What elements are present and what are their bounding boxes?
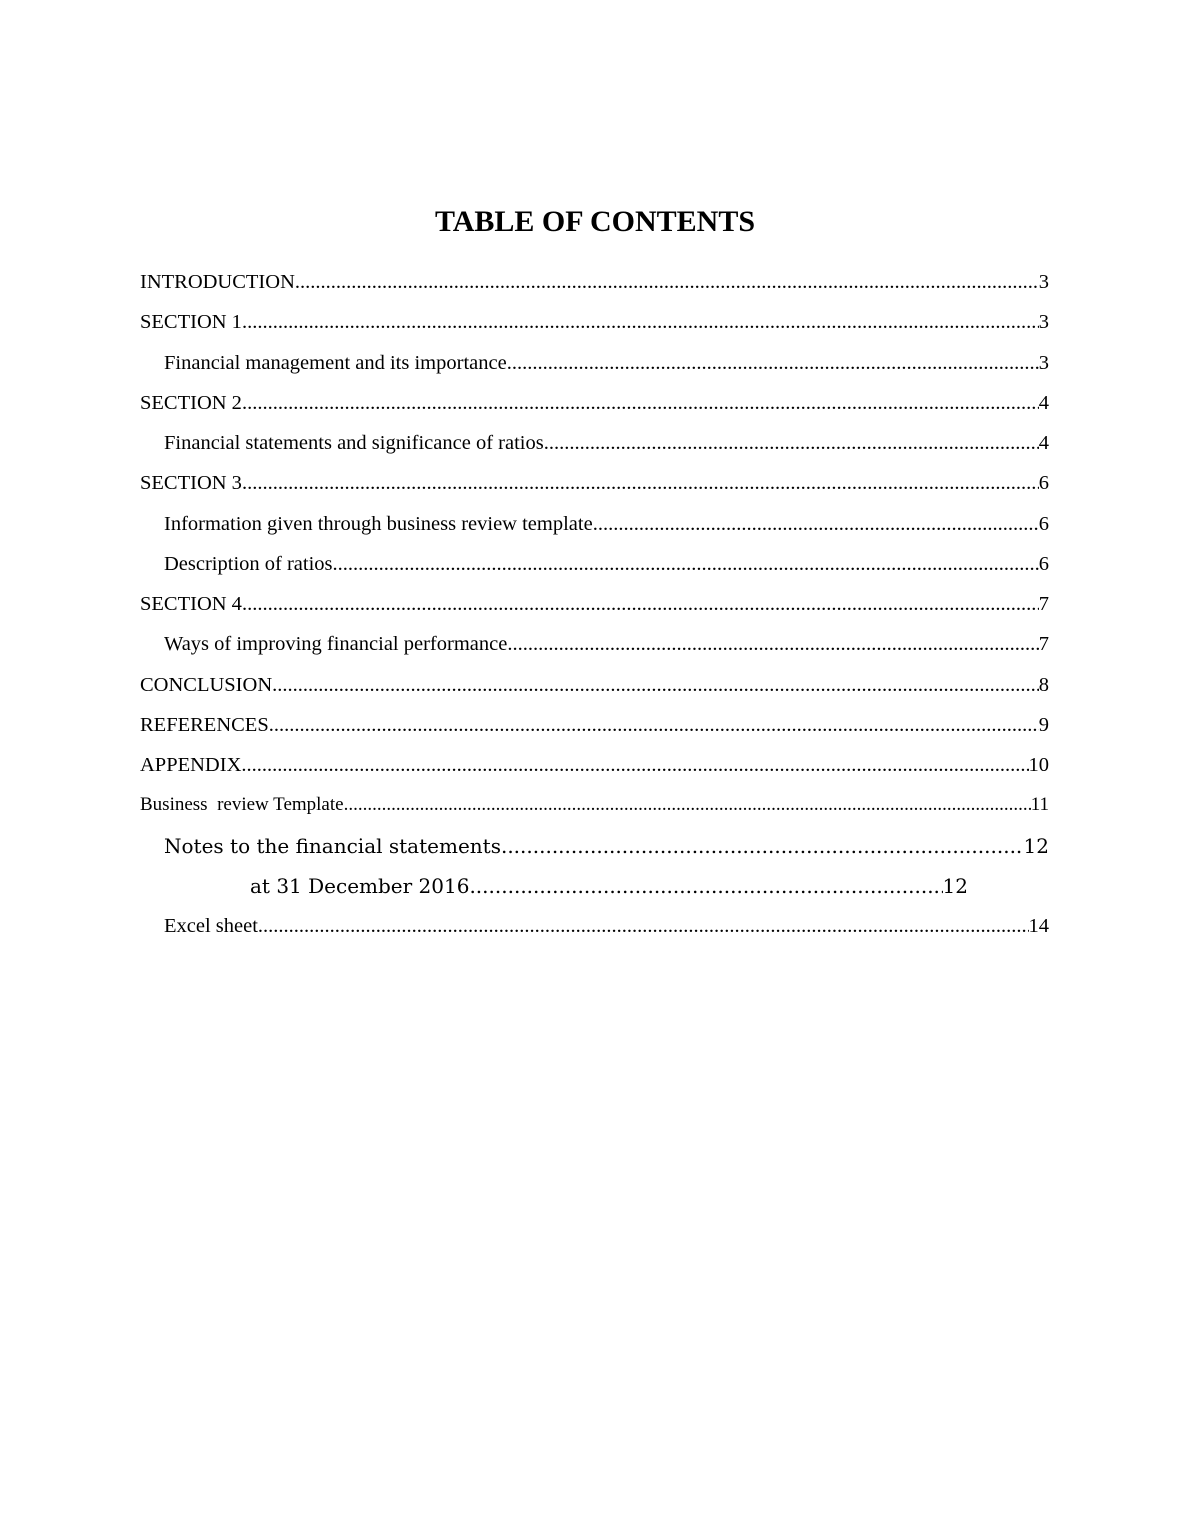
toc-dot-leader <box>242 308 1039 336</box>
toc-entry-page: 3 <box>1038 352 1049 374</box>
toc-dot-leader <box>507 630 1038 658</box>
toc-entry-excel-sheet[interactable] <box>164 912 1049 940</box>
toc-dot-leader <box>295 268 1039 296</box>
toc-entry-label: Financial statements and significance of ratios <box>164 432 544 454</box>
toc-entry-page: 6 <box>1038 513 1049 535</box>
toc-entry-page: 6 <box>1038 472 1049 494</box>
toc-entry-page: 3 <box>1038 311 1049 333</box>
toc-entry-section-3[interactable] <box>140 469 1049 497</box>
toc-entry-appendix[interactable] <box>140 751 1049 779</box>
toc-entry-page: 9 <box>1038 714 1049 736</box>
toc-entry-business-review-information[interactable] <box>164 510 1049 538</box>
toc-entry-label: REFERENCES <box>140 714 269 736</box>
toc-dot-leader <box>507 349 1039 377</box>
toc-entry-introduction[interactable] <box>140 268 1049 296</box>
toc-entry-label: Excel sheet <box>164 915 258 937</box>
toc-entry-label: INTRODUCTION <box>140 271 295 293</box>
toc-entry-references[interactable] <box>140 711 1049 739</box>
toc-dot-leader <box>242 389 1039 417</box>
toc-entry-financial-statements[interactable] <box>164 429 1049 457</box>
toc-entry-label: Notes to the financial statements <box>164 834 501 858</box>
toc-entry-page: 14 <box>1028 915 1049 937</box>
toc-entry-conclusion[interactable] <box>140 671 1049 699</box>
toc-entry-label: Financial management and its importance <box>164 352 507 374</box>
toc-dot-leader <box>242 590 1039 618</box>
toc-entry-financial-management[interactable] <box>164 349 1049 377</box>
toc-title: TABLE OF CONTENTS <box>434 205 756 238</box>
toc-entry-label: Description of ratios <box>164 553 333 575</box>
toc-entry-improving-performance[interactable] <box>164 630 1049 658</box>
toc-entry-page: 8 <box>1038 674 1049 696</box>
toc-entry-page: 11 <box>1030 794 1049 815</box>
toc-dot-leader <box>593 510 1039 538</box>
toc-dot-leader <box>269 711 1039 739</box>
toc-entry-label: Information given through business review template <box>164 513 593 535</box>
toc-entry-page: 7 <box>1038 593 1049 615</box>
toc-dot-leader <box>469 872 942 900</box>
toc-entry-page: 12 <box>1023 834 1049 858</box>
toc-dot-leader <box>241 751 1028 779</box>
toc-entry-section-2[interactable] <box>140 389 1049 417</box>
toc-entry-label: at 31 December 2016 <box>250 874 470 898</box>
toc-entry-business-review-template[interactable] <box>140 791 1049 819</box>
toc-entry-label: SECTION 3 <box>140 472 242 494</box>
toc-dot-leader <box>242 469 1039 497</box>
toc-entry-notes-financial-statements[interactable] <box>164 832 1049 860</box>
toc-entry-label: SECTION 4 <box>140 593 242 615</box>
toc-entry-page: 6 <box>1038 553 1049 575</box>
toc-dot-leader <box>501 832 1024 860</box>
toc-entry-page: 4 <box>1038 432 1049 454</box>
toc-entry-page: 12 <box>942 874 968 898</box>
toc-entry-section-1[interactable] <box>140 308 1049 336</box>
toc-dot-leader <box>258 912 1029 940</box>
toc-entry-label: CONCLUSION <box>140 674 273 696</box>
toc-entry-description-of-ratios[interactable] <box>164 550 1049 578</box>
toc-entry-label: SECTION 2 <box>140 392 242 414</box>
toc-entry-page: 3 <box>1038 271 1049 293</box>
toc-entry-page: 4 <box>1038 392 1049 414</box>
toc-entry-section-4[interactable] <box>140 590 1049 618</box>
toc-entry-label: SECTION 1 <box>140 311 242 333</box>
toc-entry-page: 7 <box>1038 633 1049 655</box>
toc-entry-page: 10 <box>1028 754 1049 776</box>
toc-dot-leader <box>544 429 1039 457</box>
toc-entry-label: APPENDIX <box>140 754 242 776</box>
toc-dot-leader <box>344 791 1031 819</box>
toc-entry-december-2016[interactable] <box>250 872 968 900</box>
toc-entry-label: Business review Template <box>140 794 344 815</box>
toc-dot-leader <box>272 671 1039 699</box>
toc-dot-leader <box>333 550 1039 578</box>
toc-entry-label: Ways of improving financial performance <box>164 633 508 655</box>
